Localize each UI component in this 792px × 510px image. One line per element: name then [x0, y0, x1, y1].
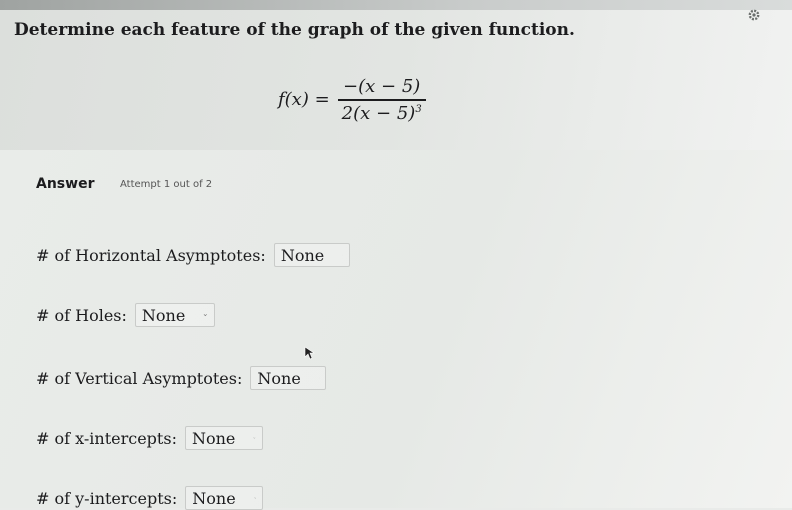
y-intercepts-row: [36, 486, 263, 510]
x-intercepts-value: None: [191, 428, 236, 448]
formula-fraction: [338, 76, 426, 124]
chevron-down-icon: [203, 311, 208, 319]
answer-panel: [0, 150, 792, 508]
formula-numerator: −(x − 5): [343, 76, 421, 97]
vertical-asymptotes-select[interactable]: [250, 366, 326, 390]
vertical-asymptotes-label: # of Vertical Asymptotes:: [36, 368, 243, 388]
chevron-down-icon: [254, 494, 257, 502]
answer-heading: Answer: [36, 176, 95, 192]
y-intercepts-select[interactable]: [185, 486, 263, 510]
gear-icon[interactable]: [746, 7, 762, 23]
holes-value: None: [141, 305, 186, 325]
mouse-cursor-icon: [304, 346, 316, 360]
chevron-down-icon: [342, 251, 343, 259]
formula-denominator-base: 2(x − 5): [341, 102, 416, 124]
function-formula: [278, 76, 426, 124]
chevron-down-icon: [253, 434, 256, 442]
holes-row: [36, 303, 215, 327]
horizontal-asymptotes-label: # of Horizontal Asymptotes:: [36, 245, 266, 265]
attempt-counter: Attempt 1 out of 2: [120, 179, 213, 190]
x-intercepts-select[interactable]: [185, 426, 263, 450]
question-prompt: Determine each feature of the graph of the given function.: [14, 20, 575, 40]
vertical-asymptotes-value: None: [257, 368, 301, 388]
formula-lhs: f(x) =: [278, 89, 330, 111]
top-toolbar-strip: [0, 0, 792, 10]
y-intercepts-value: None: [192, 488, 236, 508]
chevron-down-icon: [319, 374, 320, 382]
y-intercepts-label: # of y-intercepts:: [36, 488, 178, 508]
formula-denominator: [338, 101, 426, 124]
horizontal-asymptotes-select[interactable]: [274, 243, 350, 267]
holes-select[interactable]: [135, 303, 215, 327]
horizontal-asymptotes-value: None: [280, 245, 325, 265]
formula-denominator-exponent: 3: [415, 103, 422, 115]
horizontal-asymptotes-row: [36, 243, 350, 267]
x-intercepts-row: [36, 426, 263, 450]
holes-label: # of Holes:: [36, 305, 127, 325]
vertical-asymptotes-row: [36, 366, 326, 390]
x-intercepts-label: # of x-intercepts:: [36, 428, 177, 448]
